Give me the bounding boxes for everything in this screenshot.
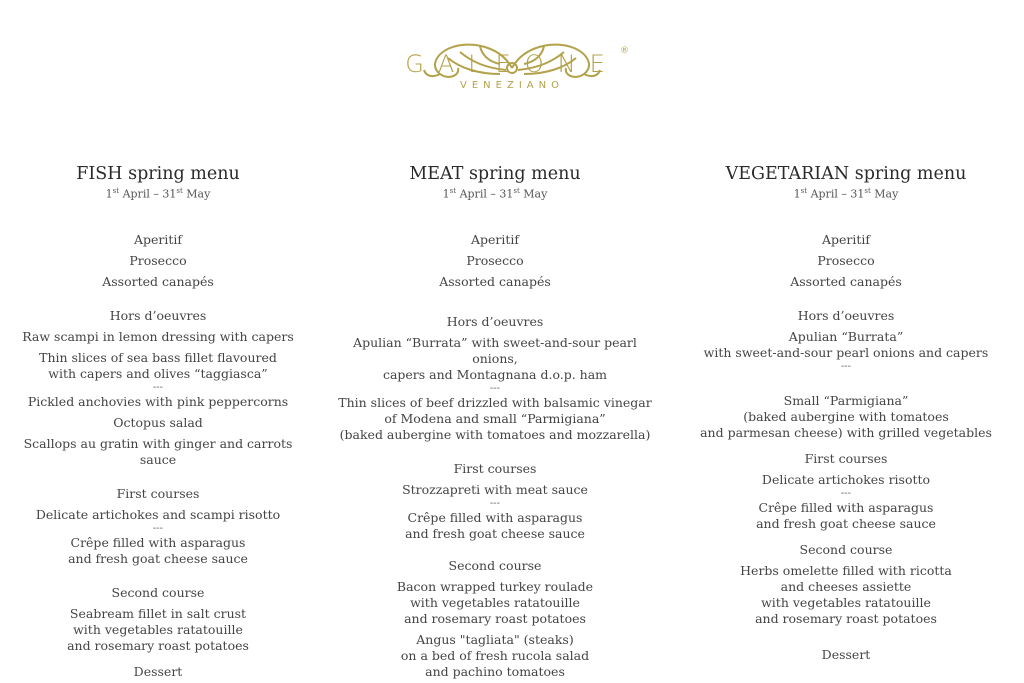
hors-doeuvres-heading: Hors d’oeuvres xyxy=(446,313,544,329)
menu-item: and parmesan cheese) with grilled vegetables xyxy=(700,424,992,440)
registered-mark: ® xyxy=(620,46,629,56)
menu-item: Prosecco xyxy=(817,252,875,268)
date-end-sup: st xyxy=(864,187,871,195)
menu-item: Seabream fillet in salt crust xyxy=(69,605,247,621)
menu-item: Assorted canapés xyxy=(102,273,214,289)
date-end-sup: st xyxy=(513,187,520,195)
dessert-heading: Dessert xyxy=(133,663,183,679)
menu-item: Apulian “Burrata” with sweet-and-sour pearl onions, xyxy=(353,334,637,366)
brand-subtitle: VENEZIANO xyxy=(460,80,564,91)
aperitif-heading: Aperitif xyxy=(470,231,520,247)
aperitif-heading: Aperitif xyxy=(133,231,183,247)
separator: --- xyxy=(152,381,164,393)
menu-item: and fresh goat cheese sauce xyxy=(405,525,585,541)
menu-item: Prosecco xyxy=(466,252,524,268)
second-course-heading: Second course xyxy=(448,557,542,573)
menu-item: Crêpe filled with asparagus xyxy=(70,534,246,550)
menu-item: with vegetables ratatouille xyxy=(410,594,580,610)
second-course-heading: Second course xyxy=(799,541,893,557)
menu-item: Raw scampi in lemon dressing with capers xyxy=(22,328,294,344)
menu-item: Assorted canapés xyxy=(439,273,551,289)
menu-item: and rosemary roast potatoes xyxy=(67,637,249,653)
menu-item: (baked aubergine with tomatoes xyxy=(743,408,949,424)
separator: --- xyxy=(840,487,852,499)
menu-item: (baked aubergine with tomatoes and mozzarella) xyxy=(339,426,651,442)
menu-item: Crêpe filled with asparagus xyxy=(758,499,934,515)
first-courses-heading: First courses xyxy=(116,485,200,501)
menu-item: Small “Parmigiana” xyxy=(783,392,909,408)
menu-item: and fresh goat cheese sauce xyxy=(756,515,936,531)
menu-item: Angus "tagliata" (steaks) xyxy=(416,631,574,647)
brand-name: GALEONE xyxy=(405,50,619,78)
fish-menu-title: FISH spring menu xyxy=(76,164,240,184)
menu-item: and cheeses assiette xyxy=(780,578,912,594)
menu-item: Thin slices of sea bass fillet flavoured xyxy=(39,349,277,365)
menu-item: Apulian “Burrata” xyxy=(788,328,904,344)
separator: --- xyxy=(489,497,501,509)
menu-item: Octopus salad xyxy=(113,414,203,430)
menu-item: on a bed of fresh rucola salad xyxy=(400,647,590,663)
date-start-sup: st xyxy=(800,187,808,195)
menu-item: Thin slices of beef drizzled with balsamic vinegar xyxy=(338,394,652,410)
date-end-sup: st xyxy=(176,187,183,195)
vegetarian-menu-dates xyxy=(696,184,996,202)
menu-item: Delicate artichokes risotto xyxy=(761,471,931,487)
fish-menu-column xyxy=(8,164,308,680)
date-end: May xyxy=(519,187,548,201)
menu-item: Crêpe filled with asparagus xyxy=(407,509,583,525)
hors-doeuvres-heading: Hors d’oeuvres xyxy=(797,307,895,323)
separator: --- xyxy=(840,360,852,372)
menu-item: Scallops au gratin with ginger and carrots sauce xyxy=(23,435,293,467)
menu-item: and fresh goat cheese sauce xyxy=(68,550,248,566)
menu-item: Strozzapreti with meat sauce xyxy=(402,481,588,497)
first-courses-heading: First courses xyxy=(453,460,537,476)
menu-item: Bacon wrapped turkey roulade xyxy=(396,578,594,594)
hors-doeuvres-heading: Hors d’oeuvres xyxy=(109,307,207,323)
menu-item: with sweet-and-sour pearl onions and capers xyxy=(703,344,989,360)
meat-menu-column xyxy=(330,164,660,680)
date-mid: April – 31 xyxy=(119,187,177,201)
date-mid: April – 31 xyxy=(456,187,514,201)
menu-item: with vegetables ratatouille xyxy=(73,621,243,637)
second-course-heading: Second course xyxy=(111,584,205,600)
menu-item: of Modena and small “Parmigiana” xyxy=(384,410,606,426)
fish-menu-dates xyxy=(8,184,308,202)
meat-menu-title: MEAT spring menu xyxy=(409,164,581,184)
date-start-sup: st xyxy=(449,187,457,195)
date-start: 1 xyxy=(793,187,801,201)
menu-item: Delicate artichokes and scampi risotto xyxy=(35,506,281,522)
vegetarian-menu-title: VEGETARIAN spring menu xyxy=(725,164,967,184)
vegetarian-menu-column xyxy=(696,164,996,663)
menu-item: and rosemary roast potatoes xyxy=(755,610,937,626)
menu-item: with vegetables ratatouille xyxy=(761,594,931,610)
menu-item: Pickled anchovies with pink peppercorns xyxy=(27,393,289,409)
menu-item: with capers and olives “taggiasca” xyxy=(48,365,268,381)
date-start: 1 xyxy=(442,187,450,201)
separator: --- xyxy=(489,382,501,394)
menu-item: Herbs omelette filled with ricotta xyxy=(740,562,952,578)
meat-menu-dates xyxy=(330,184,660,202)
menu-item: Assorted canapés xyxy=(790,273,902,289)
first-courses-heading: First courses xyxy=(804,450,888,466)
dessert-heading: Dessert xyxy=(821,646,871,662)
date-end: May xyxy=(182,187,211,201)
menu-item: and rosemary roast potatoes xyxy=(404,610,586,626)
menu-item: Prosecco xyxy=(129,252,187,268)
date-start: 1 xyxy=(105,187,113,201)
date-mid: April – 31 xyxy=(807,187,865,201)
menu-item: and pachino tomatoes xyxy=(425,663,565,679)
separator: --- xyxy=(152,522,164,534)
aperitif-heading: Aperitif xyxy=(821,231,871,247)
date-end: May xyxy=(870,187,899,201)
menu-item: capers and Montagnana d.o.p. ham xyxy=(382,366,608,382)
date-start-sup: st xyxy=(112,187,120,195)
